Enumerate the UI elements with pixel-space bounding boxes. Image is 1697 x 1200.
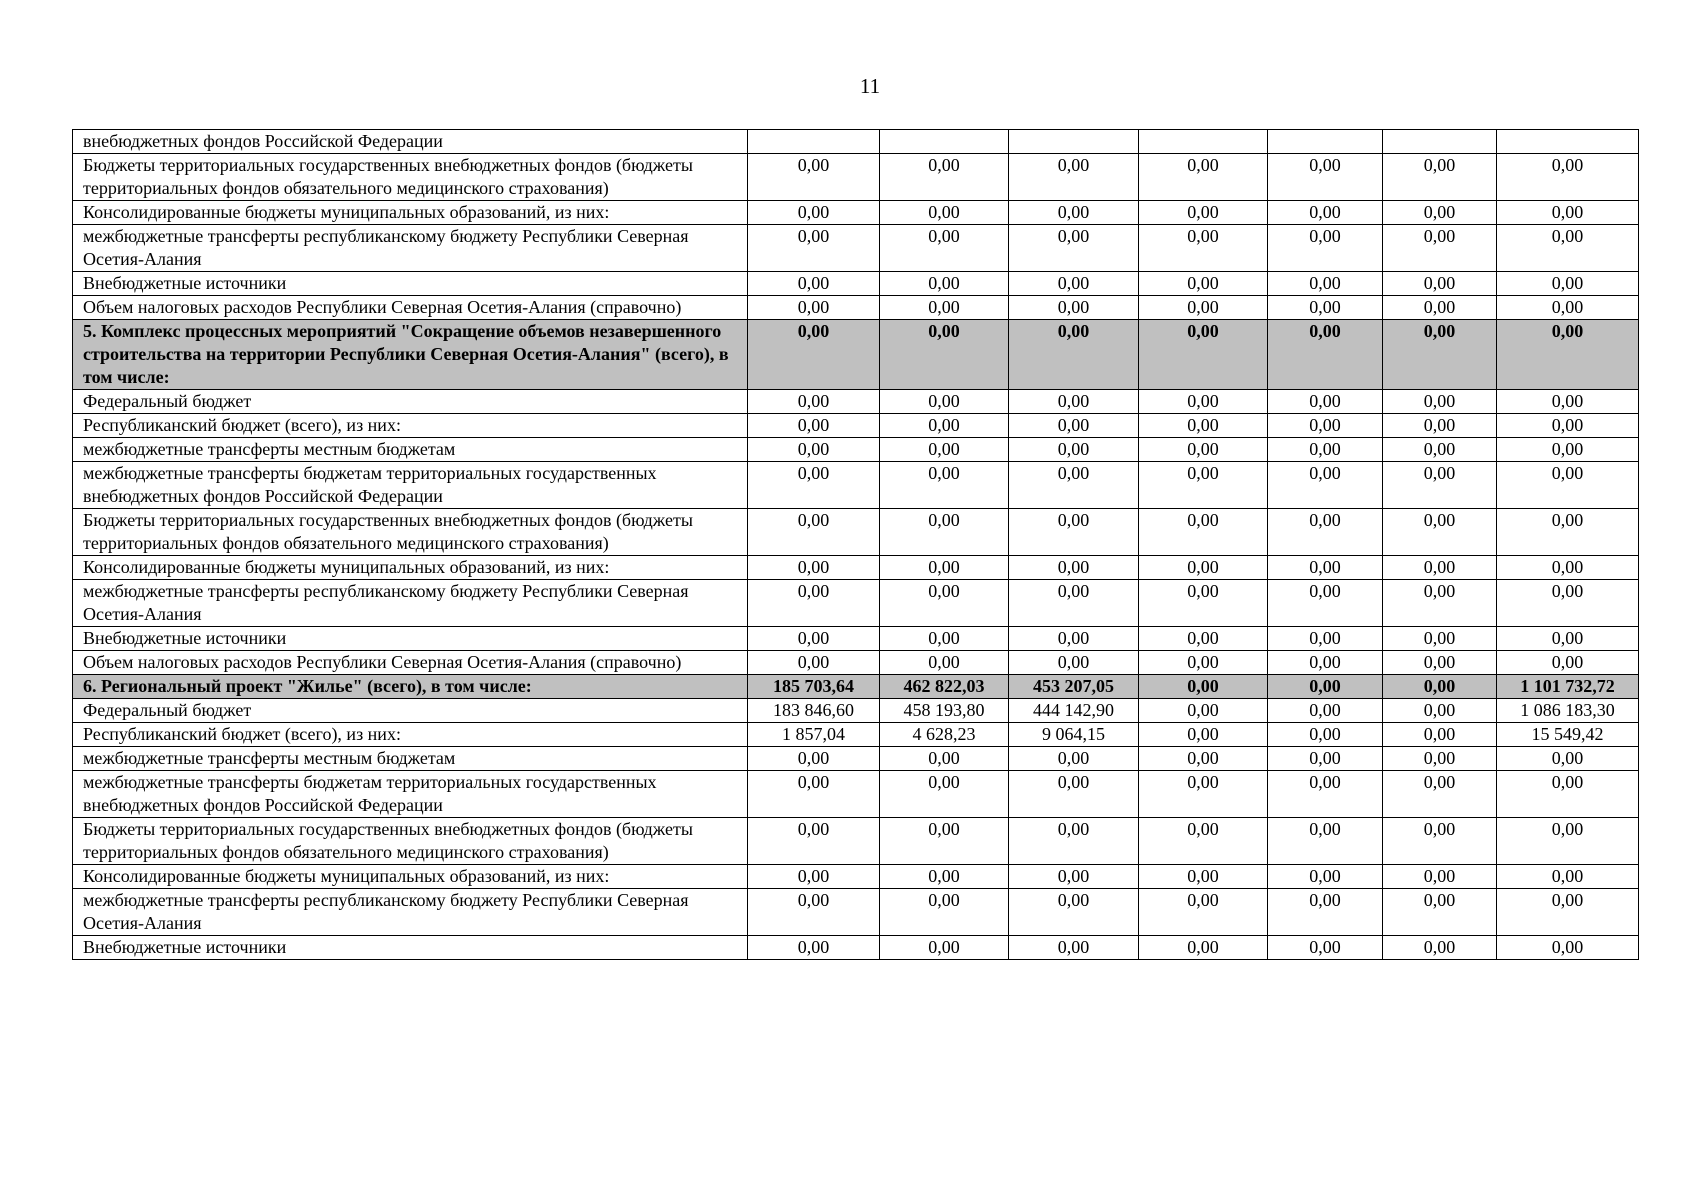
row-label: межбюджетные трансферты местным бюджетам bbox=[73, 747, 748, 771]
value-cell: 0,00 bbox=[748, 272, 880, 296]
value-cell: 0,00 bbox=[1139, 771, 1268, 818]
value-cell: 462 822,03 bbox=[880, 675, 1009, 699]
table-row bbox=[73, 936, 1639, 960]
budget-table bbox=[72, 129, 1639, 960]
value-cell: 0,00 bbox=[748, 438, 880, 462]
value-cell: 0,00 bbox=[1383, 390, 1497, 414]
value-cell: 0,00 bbox=[1383, 272, 1497, 296]
value-cell: 0,00 bbox=[880, 320, 1009, 390]
value-cell: 0,00 bbox=[1268, 509, 1383, 556]
table-row bbox=[73, 723, 1639, 747]
value-cell: 0,00 bbox=[1009, 627, 1139, 651]
row-label: межбюджетные трансферты республиканскому бюджету Республики Северная Осетия-Алания bbox=[73, 889, 748, 936]
value-cell: 0,00 bbox=[1383, 936, 1497, 960]
value-cell: 0,00 bbox=[1497, 296, 1639, 320]
value-cell: 0,00 bbox=[1009, 509, 1139, 556]
value-cell: 1 101 732,72 bbox=[1497, 675, 1639, 699]
value-cell: 0,00 bbox=[1497, 390, 1639, 414]
row-label: Консолидированные бюджеты муниципальных образований, из них: bbox=[73, 556, 748, 580]
value-cell: 0,00 bbox=[748, 936, 880, 960]
value-cell: 0,00 bbox=[1009, 320, 1139, 390]
value-cell: 0,00 bbox=[748, 414, 880, 438]
value-cell: 0,00 bbox=[1009, 414, 1139, 438]
value-cell: 0,00 bbox=[1009, 154, 1139, 201]
value-cell: 0,00 bbox=[880, 627, 1009, 651]
value-cell: 0,00 bbox=[1139, 272, 1268, 296]
table-row bbox=[73, 414, 1639, 438]
row-label: Республиканский бюджет (всего), из них: bbox=[73, 723, 748, 747]
row-label: Консолидированные бюджеты муниципальных образований, из них: bbox=[73, 865, 748, 889]
table-row bbox=[73, 889, 1639, 936]
value-cell: 0,00 bbox=[1268, 675, 1383, 699]
table-row bbox=[73, 627, 1639, 651]
value-cell: 0,00 bbox=[1268, 462, 1383, 509]
value-cell: 0,00 bbox=[1268, 627, 1383, 651]
value-cell: 0,00 bbox=[1497, 936, 1639, 960]
table-body bbox=[73, 130, 1639, 960]
value-cell: 0,00 bbox=[1383, 747, 1497, 771]
value-cell: 0,00 bbox=[880, 272, 1009, 296]
value-cell: 0,00 bbox=[1139, 225, 1268, 272]
table-row bbox=[73, 818, 1639, 865]
value-cell: 0,00 bbox=[1268, 818, 1383, 865]
value-cell: 0,00 bbox=[1139, 320, 1268, 390]
value-cell: 0,00 bbox=[1268, 438, 1383, 462]
value-cell: 0,00 bbox=[1497, 556, 1639, 580]
value-cell: 1 086 183,30 bbox=[1497, 699, 1639, 723]
table-row bbox=[73, 225, 1639, 272]
table-row bbox=[73, 580, 1639, 627]
row-label: Бюджеты территориальных государственных внебюджетных фондов (бюджеты территориальных фондов обязательного медицинского страхования) bbox=[73, 818, 748, 865]
value-cell: 0,00 bbox=[1009, 889, 1139, 936]
value-cell: 0,00 bbox=[1009, 818, 1139, 865]
value-cell: 0,00 bbox=[1497, 414, 1639, 438]
value-cell: 0,00 bbox=[1383, 699, 1497, 723]
value-cell: 0,00 bbox=[1139, 509, 1268, 556]
page-number: 11 bbox=[859, 74, 881, 98]
value-cell: 0,00 bbox=[1268, 771, 1383, 818]
row-label: Объем налоговых расходов Республики Северная Осетия-Алания (справочно) bbox=[73, 296, 748, 320]
value-cell: 0,00 bbox=[1009, 438, 1139, 462]
value-cell bbox=[1139, 130, 1268, 154]
value-cell: 0,00 bbox=[1139, 154, 1268, 201]
value-cell: 458 193,80 bbox=[880, 699, 1009, 723]
value-cell: 0,00 bbox=[1383, 556, 1497, 580]
value-cell: 0,00 bbox=[1268, 272, 1383, 296]
value-cell: 0,00 bbox=[880, 818, 1009, 865]
value-cell: 0,00 bbox=[748, 390, 880, 414]
value-cell: 0,00 bbox=[1383, 723, 1497, 747]
value-cell: 0,00 bbox=[880, 296, 1009, 320]
table-row bbox=[73, 509, 1639, 556]
value-cell: 0,00 bbox=[880, 865, 1009, 889]
value-cell: 0,00 bbox=[1009, 936, 1139, 960]
value-cell: 9 064,15 bbox=[1009, 723, 1139, 747]
value-cell: 0,00 bbox=[1383, 201, 1497, 225]
value-cell: 0,00 bbox=[1009, 296, 1139, 320]
value-cell: 0,00 bbox=[1139, 699, 1268, 723]
value-cell bbox=[1497, 130, 1639, 154]
row-label: Консолидированные бюджеты муниципальных образований, из них: bbox=[73, 201, 748, 225]
row-label: Внебюджетные источники bbox=[73, 936, 748, 960]
value-cell: 0,00 bbox=[1383, 438, 1497, 462]
value-cell bbox=[1268, 130, 1383, 154]
row-label: межбюджетные трансферты республиканскому бюджету Республики Северная Осетия-Алания bbox=[73, 225, 748, 272]
value-cell: 0,00 bbox=[1009, 580, 1139, 627]
value-cell: 0,00 bbox=[1383, 509, 1497, 556]
row-label: Федеральный бюджет bbox=[73, 390, 748, 414]
value-cell: 0,00 bbox=[1139, 462, 1268, 509]
value-cell: 0,00 bbox=[1268, 320, 1383, 390]
value-cell: 0,00 bbox=[880, 438, 1009, 462]
value-cell: 0,00 bbox=[880, 936, 1009, 960]
value-cell: 0,00 bbox=[748, 462, 880, 509]
value-cell: 0,00 bbox=[1383, 462, 1497, 509]
table-row bbox=[73, 747, 1639, 771]
value-cell: 0,00 bbox=[1009, 201, 1139, 225]
value-cell: 0,00 bbox=[1139, 414, 1268, 438]
value-cell: 0,00 bbox=[1139, 747, 1268, 771]
value-cell: 0,00 bbox=[880, 154, 1009, 201]
value-cell: 0,00 bbox=[1383, 296, 1497, 320]
row-label: межбюджетные трансферты республиканскому бюджету Республики Северная Осетия-Алания bbox=[73, 580, 748, 627]
value-cell: 0,00 bbox=[748, 320, 880, 390]
value-cell: 0,00 bbox=[1497, 771, 1639, 818]
value-cell: 0,00 bbox=[1268, 556, 1383, 580]
value-cell: 0,00 bbox=[1009, 771, 1139, 818]
table-row bbox=[73, 390, 1639, 414]
value-cell: 0,00 bbox=[748, 818, 880, 865]
value-cell: 0,00 bbox=[1497, 509, 1639, 556]
value-cell: 0,00 bbox=[748, 651, 880, 675]
value-cell: 0,00 bbox=[880, 225, 1009, 272]
table-row bbox=[73, 771, 1639, 818]
row-label: межбюджетные трансферты бюджетам территориальных государственных внебюджетных фондов Российской Федерации bbox=[73, 462, 748, 509]
value-cell: 0,00 bbox=[748, 509, 880, 556]
value-cell: 0,00 bbox=[1383, 580, 1497, 627]
value-cell: 0,00 bbox=[1009, 651, 1139, 675]
value-cell: 0,00 bbox=[1139, 296, 1268, 320]
value-cell: 0,00 bbox=[748, 201, 880, 225]
row-label: межбюджетные трансферты бюджетам территориальных государственных внебюджетных фондов Российской Федерации bbox=[73, 771, 748, 818]
row-label: Объем налоговых расходов Республики Северная Осетия-Алания (справочно) bbox=[73, 651, 748, 675]
value-cell: 0,00 bbox=[880, 556, 1009, 580]
value-cell bbox=[748, 130, 880, 154]
section-row bbox=[73, 675, 1639, 699]
value-cell: 0,00 bbox=[1497, 580, 1639, 627]
value-cell: 0,00 bbox=[1268, 225, 1383, 272]
value-cell: 0,00 bbox=[1139, 556, 1268, 580]
value-cell: 0,00 bbox=[880, 201, 1009, 225]
value-cell: 0,00 bbox=[1497, 462, 1639, 509]
value-cell: 0,00 bbox=[1139, 865, 1268, 889]
value-cell: 0,00 bbox=[1497, 272, 1639, 296]
row-label: Внебюджетные источники bbox=[73, 272, 748, 296]
row-label: межбюджетные трансферты местным бюджетам bbox=[73, 438, 748, 462]
value-cell: 0,00 bbox=[1268, 889, 1383, 936]
value-cell: 0,00 bbox=[1497, 201, 1639, 225]
value-cell: 0,00 bbox=[1139, 818, 1268, 865]
value-cell: 0,00 bbox=[1383, 627, 1497, 651]
value-cell: 0,00 bbox=[1268, 390, 1383, 414]
table-row bbox=[73, 296, 1639, 320]
table-row bbox=[73, 462, 1639, 509]
value-cell: 0,00 bbox=[1268, 699, 1383, 723]
value-cell: 0,00 bbox=[1268, 580, 1383, 627]
value-cell: 0,00 bbox=[748, 747, 880, 771]
value-cell: 0,00 bbox=[1139, 627, 1268, 651]
value-cell: 183 846,60 bbox=[748, 699, 880, 723]
value-cell: 0,00 bbox=[880, 509, 1009, 556]
value-cell: 0,00 bbox=[1497, 225, 1639, 272]
table-row bbox=[73, 201, 1639, 225]
value-cell: 0,00 bbox=[880, 462, 1009, 509]
value-cell: 0,00 bbox=[1383, 889, 1497, 936]
value-cell: 0,00 bbox=[1268, 936, 1383, 960]
table-row bbox=[73, 699, 1639, 723]
value-cell: 0,00 bbox=[748, 865, 880, 889]
value-cell: 0,00 bbox=[1383, 865, 1497, 889]
value-cell: 0,00 bbox=[1268, 154, 1383, 201]
value-cell: 453 207,05 bbox=[1009, 675, 1139, 699]
value-cell: 0,00 bbox=[1139, 580, 1268, 627]
value-cell: 0,00 bbox=[880, 651, 1009, 675]
value-cell: 0,00 bbox=[748, 556, 880, 580]
value-cell: 0,00 bbox=[1139, 438, 1268, 462]
value-cell: 0,00 bbox=[880, 390, 1009, 414]
value-cell: 0,00 bbox=[1497, 438, 1639, 462]
value-cell: 0,00 bbox=[1139, 889, 1268, 936]
row-label: 6. Региональный проект "Жилье" (всего), в том числе: bbox=[73, 675, 748, 699]
value-cell: 0,00 bbox=[1009, 225, 1139, 272]
value-cell: 185 703,64 bbox=[748, 675, 880, 699]
table-row bbox=[73, 438, 1639, 462]
row-label: Бюджеты территориальных государственных внебюджетных фондов (бюджеты территориальных фондов обязательного медицинского страхования) bbox=[73, 509, 748, 556]
value-cell: 0,00 bbox=[1497, 320, 1639, 390]
row-label: 5. Комплекс процессных мероприятий "Сокращение объемов незавершенного строительства на территории Республики Северная Осетия-Алания" (всего), в том числе: bbox=[73, 320, 748, 390]
value-cell: 0,00 bbox=[1268, 747, 1383, 771]
row-label: внебюджетных фондов Российской Федерации bbox=[73, 130, 748, 154]
value-cell: 0,00 bbox=[880, 414, 1009, 438]
table-row bbox=[73, 154, 1639, 201]
value-cell: 0,00 bbox=[1268, 723, 1383, 747]
value-cell: 0,00 bbox=[1268, 651, 1383, 675]
value-cell: 0,00 bbox=[1268, 201, 1383, 225]
value-cell: 0,00 bbox=[1383, 414, 1497, 438]
value-cell: 0,00 bbox=[880, 580, 1009, 627]
value-cell: 4 628,23 bbox=[880, 723, 1009, 747]
value-cell: 0,00 bbox=[748, 889, 880, 936]
value-cell: 0,00 bbox=[1139, 651, 1268, 675]
value-cell: 0,00 bbox=[880, 889, 1009, 936]
table-row bbox=[73, 272, 1639, 296]
value-cell: 0,00 bbox=[1383, 225, 1497, 272]
row-label: Республиканский бюджет (всего), из них: bbox=[73, 414, 748, 438]
value-cell: 0,00 bbox=[1268, 414, 1383, 438]
table-row bbox=[73, 651, 1639, 675]
row-label: Федеральный бюджет bbox=[73, 699, 748, 723]
value-cell: 0,00 bbox=[1497, 818, 1639, 865]
value-cell: 0,00 bbox=[1383, 154, 1497, 201]
value-cell: 0,00 bbox=[748, 627, 880, 651]
table-row bbox=[73, 130, 1639, 154]
value-cell: 444 142,90 bbox=[1009, 699, 1139, 723]
section-row bbox=[73, 320, 1639, 390]
value-cell: 0,00 bbox=[1009, 747, 1139, 771]
table-row bbox=[73, 865, 1639, 889]
value-cell: 0,00 bbox=[1009, 865, 1139, 889]
value-cell: 0,00 bbox=[748, 771, 880, 818]
value-cell: 0,00 bbox=[1497, 651, 1639, 675]
row-label: Внебюджетные источники bbox=[73, 627, 748, 651]
value-cell: 0,00 bbox=[1497, 154, 1639, 201]
value-cell: 0,00 bbox=[1383, 818, 1497, 865]
value-cell: 0,00 bbox=[1383, 320, 1497, 390]
value-cell: 0,00 bbox=[748, 580, 880, 627]
value-cell: 0,00 bbox=[1139, 390, 1268, 414]
value-cell: 0,00 bbox=[1009, 462, 1139, 509]
value-cell: 0,00 bbox=[748, 296, 880, 320]
value-cell: 0,00 bbox=[1139, 201, 1268, 225]
value-cell: 0,00 bbox=[748, 225, 880, 272]
value-cell: 0,00 bbox=[1139, 675, 1268, 699]
value-cell: 0,00 bbox=[1383, 651, 1497, 675]
value-cell: 0,00 bbox=[1497, 865, 1639, 889]
value-cell: 1 857,04 bbox=[748, 723, 880, 747]
value-cell: 0,00 bbox=[1383, 675, 1497, 699]
value-cell: 0,00 bbox=[1009, 390, 1139, 414]
value-cell bbox=[1009, 130, 1139, 154]
value-cell: 0,00 bbox=[1497, 747, 1639, 771]
value-cell: 0,00 bbox=[1139, 936, 1268, 960]
value-cell bbox=[880, 130, 1009, 154]
value-cell: 0,00 bbox=[1268, 296, 1383, 320]
value-cell: 0,00 bbox=[1383, 771, 1497, 818]
value-cell: 0,00 bbox=[1139, 723, 1268, 747]
value-cell: 0,00 bbox=[1497, 627, 1639, 651]
value-cell: 0,00 bbox=[1009, 272, 1139, 296]
table-row bbox=[73, 556, 1639, 580]
value-cell: 0,00 bbox=[748, 154, 880, 201]
value-cell: 0,00 bbox=[1009, 556, 1139, 580]
value-cell: 0,00 bbox=[880, 771, 1009, 818]
value-cell: 15 549,42 bbox=[1497, 723, 1639, 747]
value-cell bbox=[1383, 130, 1497, 154]
row-label: Бюджеты территориальных государственных внебюджетных фондов (бюджеты территориальных фондов обязательного медицинского страхования) bbox=[73, 154, 748, 201]
value-cell: 0,00 bbox=[880, 747, 1009, 771]
value-cell: 0,00 bbox=[1497, 889, 1639, 936]
value-cell: 0,00 bbox=[1268, 865, 1383, 889]
